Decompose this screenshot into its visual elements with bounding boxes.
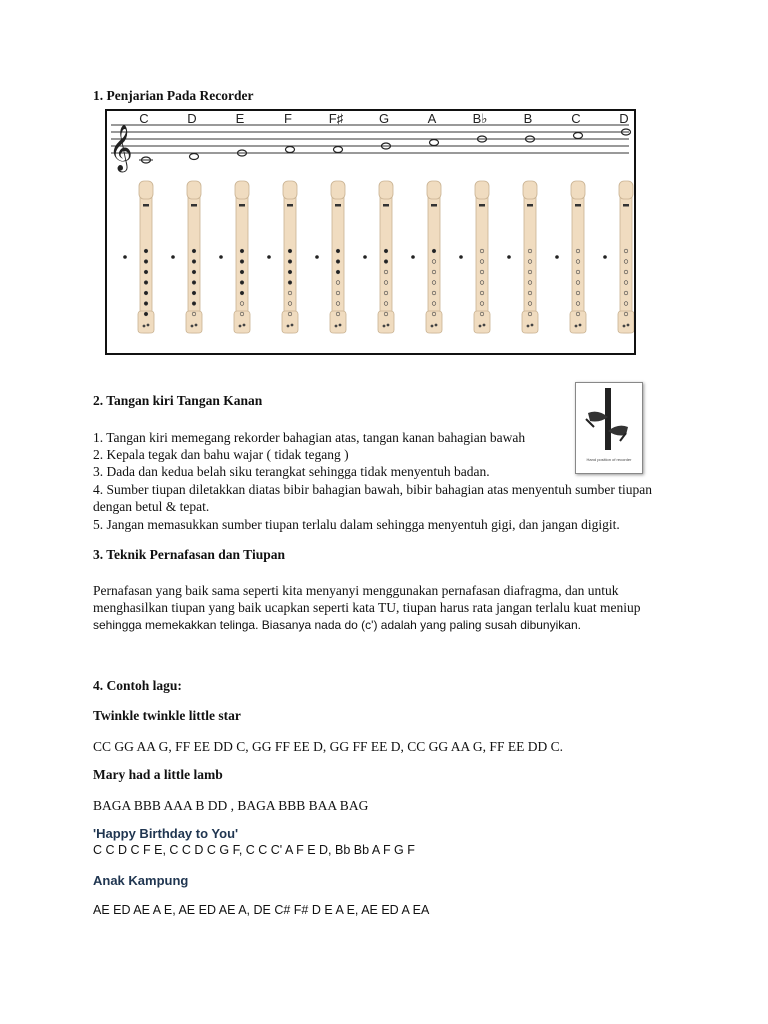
recorder-fingering bbox=[219, 181, 250, 333]
section3-body-main: Pernafasan yang baik sama seperti kita menyanyi menggunakan pernafasan diafragma, dan untuk menghasilkan tiupan yang baik ucapkan seperti kata TU, tiupan harus rata jangan terlalu kuat meniup bbox=[93, 583, 641, 615]
notehead bbox=[190, 154, 199, 160]
recorder-fingering bbox=[555, 181, 586, 333]
section3-body bbox=[93, 582, 673, 634]
song2-title: Mary had a little lamb bbox=[93, 767, 223, 782]
song2-notes: BAGA BBB AAA B DD , BAGA BBB BAA BAG bbox=[93, 798, 369, 813]
song3-title: 'Happy Birthday to You' bbox=[93, 826, 239, 841]
hand-position-caption: Hand position of recorder bbox=[586, 457, 632, 462]
notehead bbox=[334, 147, 343, 153]
notehead bbox=[286, 147, 295, 153]
fingering-chart bbox=[105, 109, 636, 355]
recorder-fingering bbox=[507, 181, 538, 333]
note-label: B♭ bbox=[472, 111, 488, 126]
recorder-fingering bbox=[459, 181, 490, 333]
section1-heading: 1. Penjarian Pada Recorder bbox=[93, 88, 254, 103]
song1-notes: CC GG AA G, FF EE DD C, GG FF EE D, GG FF EE D, CC GG AA G, FF EE DD C. bbox=[93, 739, 563, 754]
note-label: F bbox=[284, 111, 292, 126]
recorder-fingering bbox=[603, 181, 634, 333]
section2-item-5: 5. Jangan memasukkan sumber tiupan terlalu dalam sehingga menyentuh gigi, dan jangan digigit. bbox=[93, 517, 620, 532]
note-label: D bbox=[187, 111, 197, 126]
section2-item-1: 1. Tangan kiri memegang rekorder bahagian atas, tangan kanan bahagian bawah bbox=[93, 430, 526, 445]
song4-notes: AE ED AE A E, AE ED AE A, DE C# F# D E A E, AE ED A EA bbox=[93, 903, 430, 917]
recorder-fingering bbox=[363, 181, 394, 333]
section2-item-3: 3. Dada dan kedua belah siku terangkat sehingga tidak menyentuh badan. bbox=[93, 464, 490, 479]
section4-heading: 4. Contoh lagu: bbox=[93, 678, 182, 693]
recorder-fingering bbox=[315, 181, 346, 333]
notehead bbox=[430, 140, 439, 146]
note-label: D bbox=[619, 111, 629, 126]
treble-clef-icon: 𝄞 bbox=[109, 125, 133, 171]
note-label: C bbox=[139, 111, 149, 126]
notehead bbox=[574, 133, 583, 139]
recorder-fingering bbox=[267, 181, 298, 333]
recorder-fingering bbox=[123, 181, 154, 333]
note-label: F♯ bbox=[328, 111, 344, 126]
song1-title: Twinkle twinkle little star bbox=[93, 708, 241, 723]
section3-heading: 3. Teknik Pernafasan dan Tiupan bbox=[93, 547, 285, 562]
section3-body-tail: sehingga memekakkan telinga. Biasanya nada do (c') adalah yang paling susah dibunyikan. bbox=[93, 618, 581, 632]
song3-notes: C C D C F E, C C D C G F, C C C' A F E D, Bb Bb A F G F bbox=[93, 843, 415, 857]
song4-title: Anak Kampung bbox=[93, 873, 189, 888]
note-label: G bbox=[378, 111, 390, 126]
fingering-chart-svg bbox=[107, 111, 634, 353]
section2-item-4: 4. Sumber tiupan diletakkan diatas bibir bahagian bawah, bibir bahagian atas menyentuh sumber tiupan dengan betul & tepat. bbox=[93, 482, 652, 514]
note-label: A bbox=[427, 111, 437, 126]
recorder-fingering bbox=[171, 181, 202, 333]
section2-heading: 2. Tangan kiri Tangan Kanan bbox=[93, 393, 263, 408]
note-label: C bbox=[571, 111, 581, 126]
recorder-fingering bbox=[411, 181, 442, 333]
note-label: B bbox=[523, 111, 533, 126]
note-label: E bbox=[235, 111, 245, 126]
section2-item-2: 2. Kepala tegak dan bahu wajar ( tidak tegang ) bbox=[93, 447, 349, 462]
